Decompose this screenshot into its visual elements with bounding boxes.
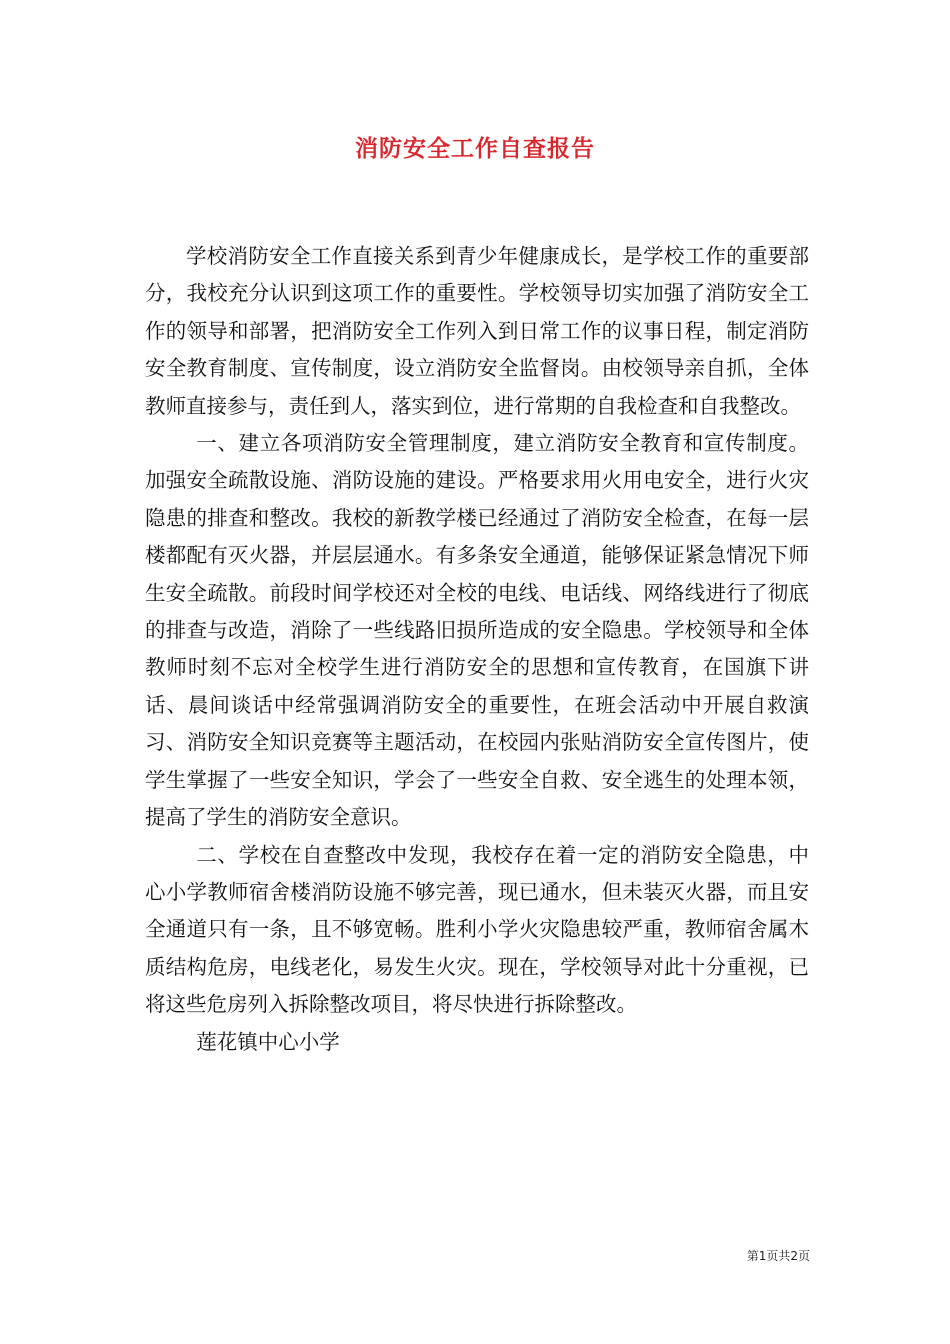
document-title: 消防安全工作自查报告 bbox=[355, 135, 595, 162]
paragraph-section-two: 二、学校在自查整改中发现，我校存在着一定的消防安全隐患，中心小学教师宿舍楼消防设施不够完善，现已通水，但未装灭火器，而且安全通道只有一条，且不够宽畅。胜利小学火灾隐患较严重，教师宿舍属木质结构危房，电线老化，易发生火灾。现在，学校领导对此十分重视，已将这些危房列入拆除整改项目，将尽快进行拆除整改。 bbox=[145, 842, 809, 1017]
paragraph-section-one: 一、建立各项消防安全管理制度，建立消防安全教育和宣传制度。加强安全疏散设施、消防设施的建设。严格要求用火用电安全，进行火灾隐患的排查和整改。我校的新教学楼已经通过了消防安全检查，在每一层楼都配有灭火器，并层层通水。有多条安全通道，能够保证紧急情况下师生安全疏散。前段时间学校还对全校的电线、电话线、网络线进行了彻底的排查与改造，消除了一些线路旧损所造成的安全隐患。学校领导和全体教师时刻不忘对全校学生进行消防安全的思想和宣传教育，在国旗下讲话、晨间谈话中经常强调消防安全的重要性，在班会活动中开展自救演习、消防安全知识竞赛等主题活动，在校园内张贴消防安全宣传图片，使学生掌握了一些安全知识，学会了一些安全自救、安全逃生的处理本领，提高了学生的消防安全意识。 bbox=[145, 431, 809, 830]
page-number: 第1页共2页 bbox=[746, 1249, 810, 1263]
signature-organization: 莲花镇中心小学 bbox=[196, 1029, 340, 1054]
document-body bbox=[145, 238, 809, 1061]
paragraph-intro: 学校消防安全工作直接关系到青少年健康成长，是学校工作的重要部分，我校充分认识到这项工作的重要性。学校领导切实加强了消防安全工作的领导和部署，把消防安全工作列入到日常工作的议事日程，制定消防安全教育制度、宣传制度，设立消防安全监督岗。由校领导亲自抓，全体教师直接参与，责任到人，落实到位，进行常期的自我检查和自我整改。 bbox=[145, 244, 809, 418]
